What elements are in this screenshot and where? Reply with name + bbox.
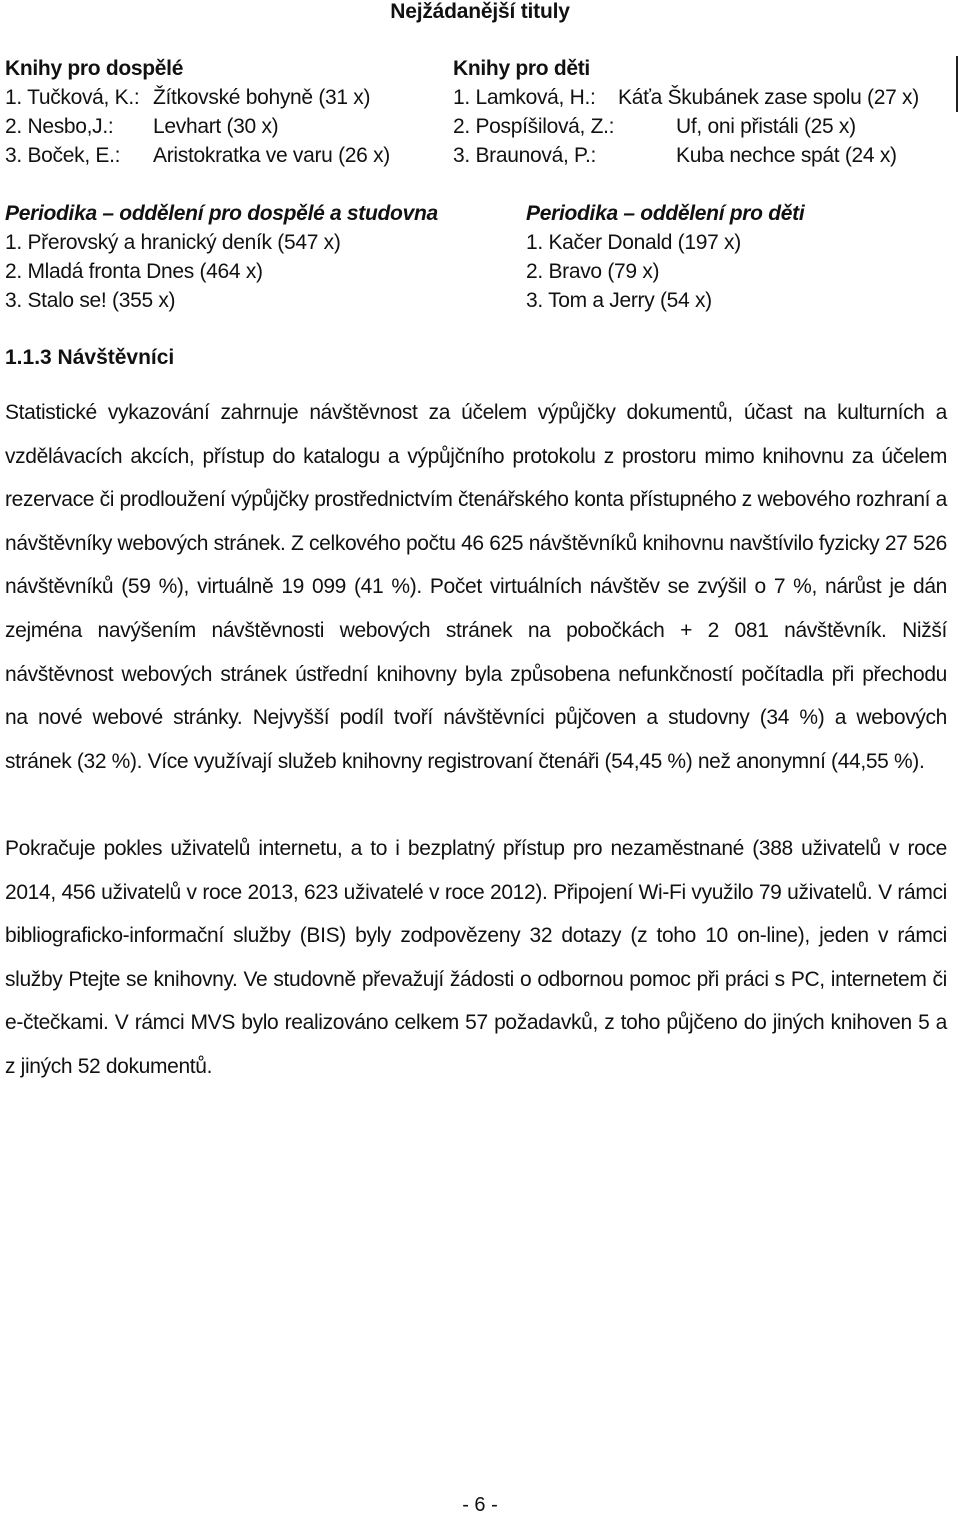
- adult-book-title: Žítkovské bohyně (31 x): [153, 86, 371, 109]
- periodical-adult-item: 3. Stalo se! (355 x): [5, 289, 176, 312]
- children-book-author: 3. Braunová, P.:: [453, 144, 597, 167]
- page-number: - 6 -: [462, 1494, 498, 1516]
- section-heading: 1.1.3 Návštěvníci: [5, 346, 175, 369]
- children-book-title: Uf, oni přistáli (25 x): [676, 115, 856, 138]
- children-book-title: Kuba nechce spát (24 x): [676, 144, 897, 167]
- adult-books-heading: Knihy pro dospělé: [5, 57, 184, 80]
- periodicals-adult-heading: Periodika – oddělení pro dospělé a studovna: [5, 202, 438, 225]
- periodical-adult-item: 2. Mladá fronta Dnes (464 x): [5, 260, 263, 283]
- adult-book-title: Levhart (30 x): [153, 115, 279, 138]
- page-title: Nejžádanější tituly: [390, 0, 570, 23]
- adult-book-author: 1. Tučková, K.:: [5, 86, 140, 109]
- periodical-children-item: 2. Bravo (79 x): [526, 260, 660, 283]
- periodicals-children-heading: Periodika – oddělení pro děti: [526, 202, 805, 225]
- periodical-adult-item: 1. Přerovský a hranický deník (547 x): [5, 231, 341, 254]
- children-book-title: Káťa Škubánek zase spolu (27 x): [618, 86, 919, 109]
- children-book-author: 1. Lamková, H.:: [453, 86, 596, 109]
- periodical-children-item: 1. Kačer Donald (197 x): [526, 231, 741, 254]
- children-books-heading: Knihy pro děti: [453, 57, 590, 80]
- adult-book-author: 3. Boček, E.:: [5, 144, 121, 167]
- adult-book-title: Aristokratka ve varu (26 x): [153, 144, 390, 167]
- children-book-author: 2. Pospíšilová, Z.:: [453, 115, 615, 138]
- adult-book-author: 2. Nesbo,J.:: [5, 115, 114, 138]
- periodical-children-item: 3. Tom a Jerry (54 x): [526, 289, 712, 312]
- paragraph: Pokračuje pokles uživatelů internetu, a to i bezplatný přístup pro nezaměstnané (388 uživatelů v roce 2014, 456 uživatelů v roce 2013, 623 uživatelé v roce 2012). Připojení Wi-Fi využilo 79 uživatelů. V rámci bibliograficko-informační služby (BIS) byly zodpovězeny 32 dotazy (z toho 10 on-line), jeden v rámci služby Ptejte se knihovny. Ve studovně převažují žádosti o odbornou pomoc při práci s PC, internetem či e-čtečkami. V rámci MVS bylo realizováno celkem 57 požadavků, z toho půjčeno do jiných knihoven 5 a z jiných 52 dokumentů.: [5, 837, 947, 1078]
- margin-bar: [956, 56, 958, 112]
- paragraph: Statistické vykazování zahrnuje návštěvnost za účelem výpůjčky dokumentů, účast na kulturních a vzdělávacích akcích, přístup do katalogu a výpůjčního protokolu z prostoru mimo knihovnu za účelem rezervace či prodloužení výpůjčky prostřednictvím čtenářského konta přístupného z webového rozhraní a návštěvníky webových stránek. Z celkového počtu 46 625 návštěvníků knihovnu navštívilo fyzicky 27 526 návštěvníků (59 %), virtuálně 19 099 (41 %). Počet virtuálních návštěv se zvýšil o 7 %, nárůst je dán zejména navýšením návštěvnosti webových stránek na pobočkách + 2 081 návštěvník. Nižší návštěvnost webových stránek ústřední knihovny byla způsobena nefunkčností počítadla při přechodu na nové webové stránky. Nejvyšší podíl tvoří návštěvníci půjčoven a studovny (34 %) a webových stránek (32 %). Více využívají služeb knihovny registrovaní čtenáři (54,45 %) než anonymní (44,55 %).: [5, 401, 947, 773]
